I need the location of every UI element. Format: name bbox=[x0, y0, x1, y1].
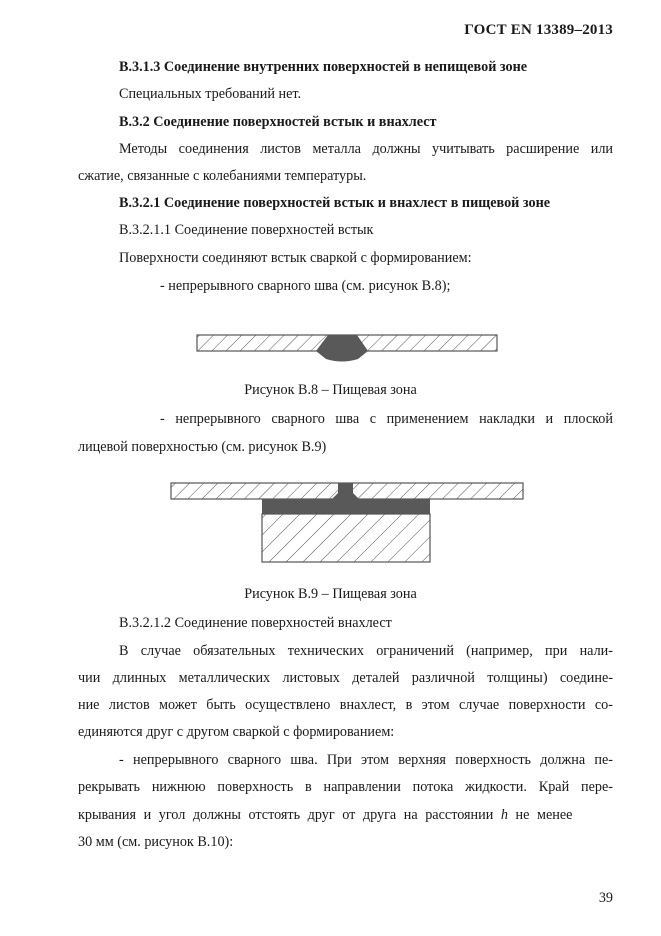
figure-b9-butt-weld-with-plate bbox=[166, 478, 528, 570]
subsection-heading-b3212: В.3.2.1.2 Соединение поверхностей внахлест bbox=[119, 615, 392, 631]
figure-b9-caption: Рисунок В.9 – Пищевая зона bbox=[244, 586, 417, 602]
paragraph-methods-line1: Методы соединения листов металла должны учитывать расширение или bbox=[119, 141, 613, 157]
section-heading-b32: В.3.2 Соединение поверхностей встык и внахлест bbox=[119, 114, 437, 130]
list-item-overlap-weld-line3 bbox=[78, 805, 613, 825]
document-header: ГОСТ EN 13389–2013 bbox=[464, 22, 613, 38]
paragraph-overlap-line3: ние листов может быть осуществлено внахлест, в этом случае поверхности со- bbox=[78, 697, 613, 713]
figure-b8-caption: Рисунок В.8 – Пищевая зона bbox=[244, 382, 417, 398]
list-item-continuous-weld: - непрерывного сварного шва (см. рисунок В.8); bbox=[160, 278, 451, 294]
figure-b8-butt-weld bbox=[192, 328, 504, 362]
paragraph-overlap-line2: чии длинных металлических листовых деталей различной толщины) соедине- bbox=[78, 670, 613, 686]
section-heading-b313: В.3.1.3 Соединение внутренних поверхностей в непищевой зоне bbox=[119, 59, 528, 75]
list-item-overlay-line1: - непрерывного сварного шва с применением накладки и плоской bbox=[160, 411, 613, 427]
list-item-overlap-weld-line2: рекрывать нижнюю поверхность в направлении потока жидкости. Край пере- bbox=[78, 779, 613, 795]
list-item-overlap-weld-line4: 30 мм (см. рисунок В.10): bbox=[78, 834, 234, 850]
paragraph-no-requirements: Специальных требований нет. bbox=[119, 86, 302, 102]
subsection-heading-b3211: В.3.2.1.1 Соединение поверхностей встык bbox=[119, 222, 374, 238]
list-item-overlay-line2: лицевой поверхностью (см. рисунок В.9) bbox=[78, 439, 327, 455]
list-item-overlap-weld-line1: - непрерывного сварного шва. При этом верхняя поверхность должна пе- bbox=[119, 752, 613, 768]
paragraph-methods-line2: сжатие, связанные с колебаниями температуры. bbox=[78, 168, 367, 184]
paragraph-butt-joint: Поверхности соединяют встык сваркой с формированием: bbox=[119, 250, 472, 266]
overlap-line3-text-a: крывания и угол должны отстоять друг от друга на расстоянии bbox=[78, 807, 501, 823]
variable-h: h bbox=[500, 807, 508, 823]
paragraph-overlap-line4: единяются друг с другом сваркой с формированием: bbox=[78, 724, 395, 740]
page-number: 39 bbox=[598, 890, 613, 906]
paragraph-overlap-line1: В случае обязательных технических ограничений (например, при нали- bbox=[119, 643, 613, 659]
section-heading-b321: В.3.2.1 Соединение поверхностей встык и внахлест в пищевой зоне bbox=[119, 195, 551, 211]
overlap-line3-text-b: не менее bbox=[507, 807, 573, 823]
